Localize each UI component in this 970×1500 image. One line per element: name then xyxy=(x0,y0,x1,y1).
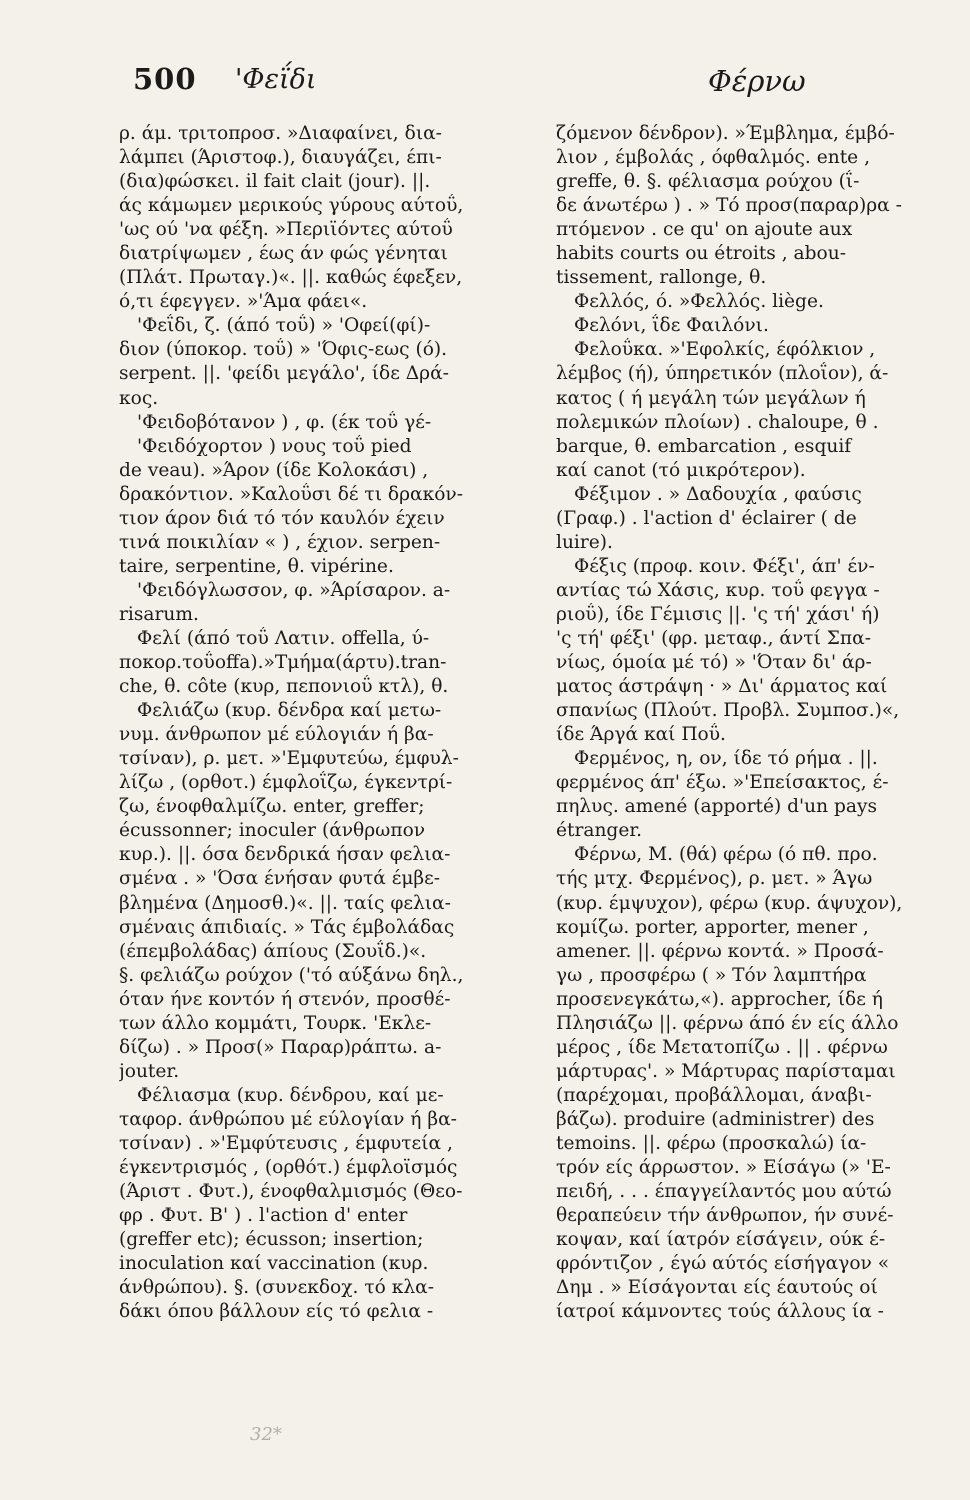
text-line: λιον , έμβολάς , όφθαλμός. ente , xyxy=(556,147,870,169)
text-line: κατος ( ή μεγάλη τών μεγάλων ή xyxy=(556,387,866,409)
text-line: (greffer etc); écusson; insertion; xyxy=(119,1229,424,1251)
text-line: amener. ||. φέρνω κοντά. » Προσά- xyxy=(556,940,884,962)
text-line: μάρτυρας'. » Μάρτυρας παρίσταμαι xyxy=(556,1060,896,1082)
text-line: βλημένα (Δημοσθ.)«. ||. ταίς φελια- xyxy=(119,892,451,914)
text-line: κομίζω. porter, apporter, mener , xyxy=(556,916,869,938)
text-line: άς κάμωμεν μερικούς γύρους αύτοΰ, xyxy=(119,195,464,217)
page-header xyxy=(0,62,970,112)
text-line: κος. xyxy=(119,387,159,409)
text-line: 'Φεΐδι, ζ. (άπό τοΰ) » 'Οφεί(φί)- xyxy=(137,315,431,337)
text-line: tissement, rallonge, θ. xyxy=(556,267,767,289)
guide-word-left: 'Φεΐδι xyxy=(235,64,317,95)
text-line: μέρος , ίδε Μετατοπίζω . || . φέρνω xyxy=(556,1036,888,1058)
text-line: αντίας τώ Χάσις, κυρ. τοΰ φεγγα - xyxy=(556,579,880,601)
text-line: φρ . Φυτ. Β' ) . l'action d' enter xyxy=(119,1205,408,1227)
text-line: Φέξιμον . » Δαδουχία , φαύσις xyxy=(574,483,862,505)
text-line: ζω, ένοφθαλμίζω. enter, greffer; xyxy=(119,796,425,818)
text-line: τινά ποικιλίαν « ) , έχιον. serpen- xyxy=(119,531,441,553)
text-line: (παρέχομαι, προβάλλομαι, άναβι- xyxy=(556,1084,872,1106)
text-line: (Γραφ.) . l'action d' éclairer ( de xyxy=(556,507,857,529)
page-number: 500 xyxy=(133,62,197,96)
text-line: λίζω , (ορθοτ.) έμφλοΐζω, έγκεντρί- xyxy=(119,772,453,794)
text-line: taire, serpentine, θ. vipérine. xyxy=(119,555,394,577)
text-line: Πλησιάζω ||. φέρνω άπό έν είς άλλο xyxy=(556,1012,899,1034)
text-line: φρόντιζον , έγώ αύτός είσήγαγον « xyxy=(556,1253,890,1275)
text-line: §. φελιάζω ρούχον ('τό αύξάνω δηλ., xyxy=(119,964,464,986)
text-line: έγκεντρισμός , (ορθότ.) έμφλοϊσμός xyxy=(119,1157,458,1179)
text-line: inoculation καί vaccination (κυρ. xyxy=(119,1253,429,1275)
text-line: Φέξις (προφ. κοιν. Φέξι', άπ' έν- xyxy=(574,555,875,577)
text-line: risarum. xyxy=(119,603,199,625)
text-line: τρόν είς άρρωστον. » Είσάγω (» 'Ε- xyxy=(556,1157,891,1179)
text-line: δάκι όπου βάλλουν είς τό φελια - xyxy=(119,1301,434,1323)
text-line: étranger. xyxy=(556,820,643,842)
text-line: γω , προσφέρω ( » Τόν λαμπτήρα xyxy=(556,964,867,986)
text-line: ό,τι έφεγγεν. »'Άμα φάει«. xyxy=(119,291,368,313)
text-line: Φελόνι, ΐδε Φαιλόνι. xyxy=(574,315,769,337)
text-line: (έπεμβολάδας) άπίους (Σουΐδ.)«. xyxy=(119,940,427,962)
text-line: λέμβος (ή), ύπηρετικόν (πλοΐον), ά- xyxy=(556,363,889,385)
text-line: θεραπεύειν τήν άνθρωπον, ήν συνέ- xyxy=(556,1205,894,1227)
text-line: 'Φειδόγλωσσον, φ. »Άρίσαρον. a- xyxy=(137,579,451,601)
text-line: serpent. ||. 'φείδι μεγάλο', ίδε Δρά- xyxy=(119,363,449,385)
text-line: Φελιάζω (κυρ. δένδρα καί μετω- xyxy=(137,700,442,722)
text-line: greffe, θ. §. φέλιασμα ρούχου (ΐ- xyxy=(556,171,860,193)
text-line: των άλλο κομμάτι, Τουρκ. 'Εκλε- xyxy=(119,1012,432,1034)
text-line: 'Φειδόχορτον ) νους τοΰ pied xyxy=(137,435,412,457)
text-line: temoins. ||. φέρω (προσκαλώ) ία- xyxy=(556,1132,867,1154)
text-line: διον (ύποκορ. τοΰ) » 'Όφις-εως (ό). xyxy=(119,339,448,361)
text-line: Φελοΰκα. »'Εφολκίς, έφόλκιον , xyxy=(574,339,876,361)
left-column xyxy=(119,122,521,1324)
text-line: νίως, όμοία μέ τό) » 'Όταν δι' άρ- xyxy=(556,652,872,674)
text-line: άνθρώπου). §. (συνεκδοχ. τό κλα- xyxy=(119,1277,434,1299)
text-line: σμέναις άπιδιαίς. » Τάς έμβολάδας xyxy=(119,916,455,938)
text-line: luire). xyxy=(556,531,613,553)
text-line: habits courts ou étroits , abou- xyxy=(556,243,847,265)
text-line: πηλυς. amené (apporté) d'un pays xyxy=(556,796,878,818)
text-line: ματος άστράψη · » Δι' άρματος καί xyxy=(556,676,888,698)
text-line: ποκορ.τοΰoffa).»Τμήμα(άρτυ).tran- xyxy=(119,652,447,674)
text-line: τής μτχ. Φερμένος), ρ. μετ. » Άγω xyxy=(556,868,873,890)
text-line: barque, θ. embarcation , esquif xyxy=(556,435,852,457)
text-line: (κυρ. έμψυχον), φέρω (κυρ. άψυχον), xyxy=(556,892,903,914)
text-line: de veau). »Άρον (ίδε Κολοκάσι) , xyxy=(119,459,429,481)
text-line: Φέρνω, Μ. (θά) φέρω (ό πθ. προ. xyxy=(574,844,878,866)
text-line: προσενεγκάτω,«). approcher, ίδε ή xyxy=(556,988,883,1010)
text-line: Φέλιασμα (κυρ. δένδρου, καί με- xyxy=(137,1084,444,1106)
text-line: jouter. xyxy=(119,1060,180,1082)
text-line: 'ως ού 'να φέξη. »Περιϊόντες αύτοΰ xyxy=(119,219,453,241)
right-column xyxy=(556,122,958,1324)
text-line: δρακόντιον. »Καλοΰσι δέ τι δρακόν- xyxy=(119,483,464,505)
text-line: Δημ . » Είσάγονται είς έαυτούς οί xyxy=(556,1277,878,1299)
text-line: τιον άρον διά τό τόν καυλόν έχειν xyxy=(119,507,445,529)
text-line: écussonner; inoculer (άνθρωπον xyxy=(119,820,426,842)
text-line: βάζω). produire (administrer) des xyxy=(556,1108,875,1130)
text-line: 'Φειδοβότανον ) , φ. (έκ τοΰ γέ- xyxy=(137,411,432,433)
text-line: ριοΰ), ίδε Γέμισις ||. 'ς τή' χάσι' ή) xyxy=(556,603,880,625)
text-line: ζόμενον δένδρον). »Έμβλημα, έμβό- xyxy=(556,123,895,144)
guide-word-right: Φέρνω xyxy=(708,64,806,98)
text-line: πειδή, . . . έπαγγείλαντός μου αύτώ xyxy=(556,1181,892,1203)
text-line: τσίναν) . »'Εμφύτευσις , έμφυτεία , xyxy=(119,1132,453,1154)
text-line: κυρ.). ||. όσα δενδρικά ήσαν φελια- xyxy=(119,844,451,866)
text-line: ίατροί κάμνοντες τούς άλλους ία - xyxy=(556,1301,884,1323)
text-line: δε άνωτέρω ) . » Τό προσ(παραρ)ρα - xyxy=(556,195,902,217)
text-line: λάμπει (Άριστοφ.), διαυγάζει, έπι- xyxy=(119,147,442,169)
text-line: Φερμένος, η, ον, ίδε τό ρήμα . ||. xyxy=(574,748,878,770)
text-line: φερμένος άπ' έξω. »'Επείσακτος, έ- xyxy=(556,772,889,794)
text-line: νυμ. άνθρωπον μέ εύλογιάν ή βα- xyxy=(119,724,434,746)
text-line: ίδε Άργά καί Ποΰ. xyxy=(556,724,726,746)
text-line: 'ς τή' φέξι' (φρ. μεταφ., άντί Σπα- xyxy=(556,627,871,649)
text-line: (Πλάτ. Πρωταγ.)«. ||. καθώς έφεξεν, xyxy=(119,267,463,289)
text-line: σπανίως (Πλούτ. Προβλ. Συμποσ.)«, xyxy=(556,700,900,722)
text-line: σμένα . » 'Όσα ένήσαν φυτά έμβε- xyxy=(119,868,441,890)
signature-mark: 32* xyxy=(250,1424,282,1445)
text-line: κοψαν, καί ίατρόν είσάγειν, ούκ έ- xyxy=(556,1229,886,1251)
text-line: (Άριστ . Φυτ.), ένοφθαλμισμός (Θεο- xyxy=(119,1181,463,1203)
text-line: che, θ. côte (κυρ, πεπονιοΰ κτλ), θ. xyxy=(119,676,449,698)
text-line: (δια)φώσκει. il fait clait (jour). ||. xyxy=(119,171,431,193)
text-line: δίζω) . » Προσ(» Παραρ)ράπτω. a- xyxy=(119,1036,442,1058)
text-line: διατρίψωμεν , έως άν φώς γένηται xyxy=(119,243,448,265)
text-line: ταφορ. άνθρώπου μέ εύλογίαν ή βα- xyxy=(119,1108,457,1130)
text-line: Φελί (άπό τοΰ Λατιν. offella, ύ- xyxy=(137,627,430,649)
text-line: Φελλός, ό. »Φελλός. liège. xyxy=(574,291,824,313)
text-line: πτόμενον . ce qu' on ajoute aux xyxy=(556,219,853,241)
text-line: όταν ήνε κοντόν ή στενόν, προσθέ- xyxy=(119,988,451,1010)
text-line: τσίναν), ρ. μετ. »'Εμφυτεύω, έμφυλ- xyxy=(119,748,459,770)
text-line: πολεμικών πλοίων) . chaloupe, θ . xyxy=(556,411,879,433)
text-line: καί canot (τό μικρότερον). xyxy=(556,459,806,481)
text-line: ρ. άμ. τριτοπροσ. »Διαφαίνει, δια- xyxy=(119,123,442,144)
